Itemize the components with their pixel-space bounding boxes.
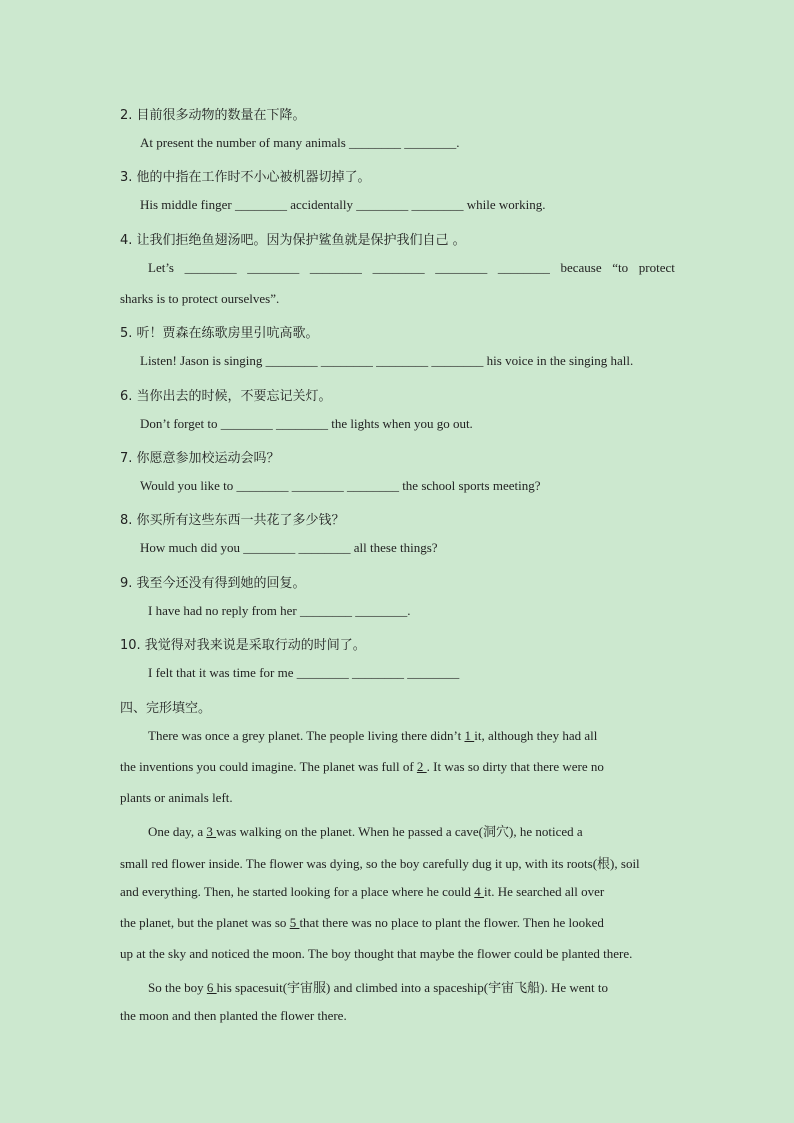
answer-4-line-1 xyxy=(148,260,675,276)
answer-4-part: ________ xyxy=(372,260,425,275)
passage-text: was walking on the planet. When he passed a cave(洞穴), he noticed a xyxy=(216,824,583,839)
passage-line xyxy=(148,977,675,996)
answer-4-part: Let’s xyxy=(148,260,174,275)
passage-line: small red flower inside. The flower was dying, so the boy carefully dug it up, with its roots(根), soil xyxy=(120,856,640,871)
passage-line xyxy=(120,915,675,931)
answer-4-part: ________ xyxy=(497,260,550,275)
blank-6[interactable]: 6 xyxy=(206,980,217,995)
passage-text: So the boy xyxy=(148,980,207,995)
question-4: 4. 让我们拒绝鱼翅汤吧。因为保护鲨鱼就是保护我们自己 。 xyxy=(120,233,466,248)
answer-2: At present the number of many animals ________ ________. xyxy=(140,135,460,150)
question-2: 2. 目前很多动物的数量在下降。 xyxy=(120,108,306,123)
section-heading: 四、完形填空。 xyxy=(120,701,212,716)
answer-3: His middle finger ________ accidentally ________ ________ while working. xyxy=(140,197,546,212)
passage-line xyxy=(120,759,675,775)
passage-line: up at the sky and noticed the moon. The boy thought that maybe the flower could be planted there. xyxy=(120,946,633,961)
answer-4-part: ________ xyxy=(309,260,362,275)
answer-4-part: ________ xyxy=(435,260,488,275)
passage-text: it. He searched all over xyxy=(484,884,605,899)
passage-line xyxy=(148,728,675,744)
question-3: 3. 他的中指在工作时不小心被机器切掉了。 xyxy=(120,170,371,185)
blank-3[interactable]: 3 xyxy=(206,824,217,839)
blank-5[interactable]: 5 xyxy=(289,915,300,930)
blank-1[interactable]: 1 xyxy=(464,728,475,743)
question-9: 9. 我至今还没有得到她的回复。 xyxy=(120,576,306,591)
passage-text: the planet, but the planet was so xyxy=(120,915,290,930)
passage-line xyxy=(148,821,675,840)
question-8: 8. 你买所有这些东西一共花了多少钱？ xyxy=(120,513,345,528)
passage-line xyxy=(120,884,675,900)
passage-text: the inventions you could imagine. The planet was full of xyxy=(120,759,417,774)
passage-text: . It was so dirty that there were no xyxy=(426,759,604,774)
answer-10: I felt that it was time for me ________ ________ ________ xyxy=(148,665,460,680)
blank-4[interactable]: 4 xyxy=(474,884,484,899)
passage-line: plants or animals left. xyxy=(120,790,233,805)
passage-text: and everything. Then, he started looking for a place where he could xyxy=(120,884,475,899)
question-6: 6. 当你出去的时候，不要忘记关灯。 xyxy=(120,389,332,404)
answer-4-line-2: sharks is to protect ourselves”. xyxy=(120,291,280,306)
answer-4-part: because xyxy=(560,260,602,275)
question-7: 7. 你愿意参加校运动会吗？ xyxy=(120,451,280,466)
answer-4-part: ________ xyxy=(247,260,300,275)
blank-2[interactable]: 2 xyxy=(416,759,427,774)
passage-line: the moon and then planted the flower there. xyxy=(120,1008,347,1023)
passage-text: There was once a grey planet. The people living there didn’t xyxy=(148,728,465,743)
answer-4-part: protect xyxy=(638,260,675,275)
answer-8: How much did you ________ ________ all these things? xyxy=(140,540,438,555)
question-10: 10. 我觉得对我来说是采取行动的时间了。 xyxy=(120,638,366,653)
answer-4-part: “to xyxy=(612,260,629,275)
answer-7: Would you like to ________ ________ ________ the school sports meeting? xyxy=(140,478,541,493)
answer-6: Don’t forget to ________ ________ the lights when you go out. xyxy=(140,416,473,431)
passage-text: One day, a xyxy=(148,824,207,839)
passage-text: it, although they had all xyxy=(474,728,598,743)
passage-text: that there was no place to plant the flower. Then he looked xyxy=(299,915,604,930)
answer-5: Listen! Jason is singing ________ ________ ________ ________ his voice in the singing hall. xyxy=(140,353,634,368)
answer-4-part: ________ xyxy=(184,260,237,275)
passage-text: his spacesuit(宇宙服) and climbed into a spaceship(宇宙飞船). He went to xyxy=(216,980,608,995)
question-5: 5. 听！贾森在练歌房里引吭高歌。 xyxy=(120,326,319,341)
answer-9: I have had no reply from her ________ ________. xyxy=(148,603,411,618)
